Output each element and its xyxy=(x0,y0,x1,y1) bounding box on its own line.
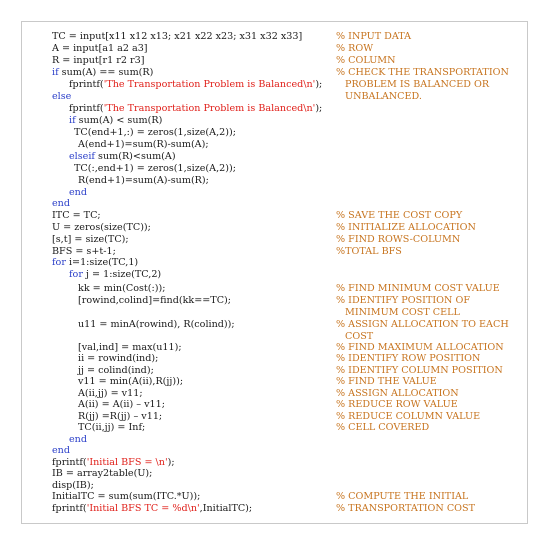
code-text: R = input[r1 r2 r3] xyxy=(52,55,145,66)
code-text: TC(ii,jj) = Inf; xyxy=(78,422,146,433)
code-text: A(ii) = A(ii) – v11; xyxy=(78,399,165,410)
code-comment: % ROW xyxy=(336,43,374,54)
code-line xyxy=(69,116,162,126)
code-text: ITC = TC; xyxy=(52,210,101,221)
code-line xyxy=(78,284,165,294)
code-keyword: for xyxy=(52,257,66,268)
code-text: R(jj) =R(jj) – v11; xyxy=(78,411,163,422)
code-line xyxy=(52,56,144,66)
code-line xyxy=(69,152,176,162)
code-line xyxy=(52,44,148,54)
code-line xyxy=(52,469,152,479)
code-comment: MINIMUM COST CELL xyxy=(345,307,460,318)
code-comment: COST xyxy=(345,331,374,342)
code-text: u11 = minA(rowind), R(colind)); xyxy=(78,319,235,330)
code-string: 'Initial BFS = \n' xyxy=(86,457,168,468)
code-line xyxy=(52,492,200,502)
code-comment: % IDENTIFY COLUMN POSITION xyxy=(336,365,503,376)
code-line xyxy=(78,377,183,387)
code-comment: % TRANSPORTATION COST xyxy=(336,503,476,514)
code-text: TC(:,end+1) = zeros(1,size(A,2)); xyxy=(74,163,236,174)
code-text: v11 = min(A(ii),R(jj)); xyxy=(78,376,184,387)
code-text: ); xyxy=(315,79,323,90)
code-line xyxy=(52,458,175,468)
code-comment: UNBALANCED. xyxy=(345,91,422,102)
code-text: IB = array2table(U); xyxy=(52,468,153,479)
code-keyword: end xyxy=(69,187,87,198)
code-line xyxy=(52,68,153,78)
code-comment: % SAVE THE COST COPY xyxy=(336,210,463,221)
code-comment: % INITIALIZE ALLOCATION xyxy=(336,222,476,233)
code-comment: % REDUCE ROW VALUE xyxy=(336,399,458,410)
code-line xyxy=(78,354,158,364)
code-line xyxy=(52,223,151,233)
code-text: sum(A) < sum(R) xyxy=(75,115,163,126)
code-line xyxy=(78,366,154,376)
code-line xyxy=(78,423,145,433)
code-text: fprintf( xyxy=(69,79,104,90)
code-line xyxy=(52,504,252,514)
code-text: InitialTC = sum(sum(ITC.*U)); xyxy=(52,491,201,502)
code-keyword: end xyxy=(52,445,70,456)
code-text: A = input[a1 a2 a3] xyxy=(52,43,148,54)
code-line xyxy=(78,400,165,410)
code-line xyxy=(78,389,143,399)
code-text: ); xyxy=(315,103,323,114)
code-keyword: if xyxy=(52,67,59,78)
code-line xyxy=(78,320,235,330)
code-text: sum(A) == sum(R) xyxy=(58,67,154,78)
code-line xyxy=(78,176,209,186)
code-text: sum(R)<sum(A) xyxy=(94,151,176,162)
code-comment: % IDENTIFY POSITION OF xyxy=(336,295,470,306)
code-comment: % FIND THE VALUE xyxy=(336,376,437,387)
code-line xyxy=(69,80,322,90)
code-line xyxy=(74,164,236,174)
code-text: i=1:size(TC,1) xyxy=(65,257,139,268)
code-string: 'The Transportation Problem is Balanced\n' xyxy=(103,103,316,114)
code-text: j = 1:size(TC,2) xyxy=(82,269,162,280)
code-line xyxy=(78,296,231,306)
code-line xyxy=(52,247,116,257)
code-text: TC(end+1,:) = zeros(1,size(A,2)); xyxy=(74,127,236,138)
code-line xyxy=(74,128,236,138)
code-line xyxy=(78,412,162,422)
code-text: ,InitialTC); xyxy=(199,503,253,514)
code-text: [rowind,colind]=find(kk==TC); xyxy=(78,295,232,306)
code-keyword: else xyxy=(52,91,72,102)
code-line xyxy=(78,140,209,150)
code-comment: %TOTAL BFS xyxy=(336,246,402,257)
code-keyword: for xyxy=(69,269,83,280)
code-text: jj = colind(ind); xyxy=(78,365,154,376)
code-comment: % REDUCE COLUMN VALUE xyxy=(336,411,481,422)
code-text: BFS = s+t-1; xyxy=(52,246,116,257)
code-comment: % IDENTIFY ROW POSITION xyxy=(336,353,481,364)
code-line xyxy=(52,446,70,456)
code-line xyxy=(69,104,322,114)
code-keyword: end xyxy=(52,198,70,209)
code-line xyxy=(52,32,302,42)
code-text: U = zeros(size(TC)); xyxy=(52,222,151,233)
code-comment: % CELL COVERED xyxy=(336,422,430,433)
code-keyword: elseif xyxy=(69,151,95,162)
code-text: fprintf( xyxy=(52,457,87,468)
code-comment: % FIND MAXIMUM ALLOCATION xyxy=(336,342,504,353)
code-line xyxy=(52,92,71,102)
code-text: disp(IB); xyxy=(52,480,94,491)
code-comment: PROBLEM IS BALANCED OR xyxy=(345,79,490,90)
code-line xyxy=(52,235,129,245)
code-line xyxy=(69,188,87,198)
code-comment: % INPUT DATA xyxy=(336,31,412,42)
code-string: 'Initial BFS TC = %d\n' xyxy=(86,503,200,514)
code-text: [s,t] = size(TC); xyxy=(52,234,129,245)
code-text: TC = input[x11 x12 x13; x21 x22 x23; x31 x32 x33] xyxy=(52,31,303,42)
code-text: kk = min(Cost(:)); xyxy=(78,283,166,294)
code-comment: % FIND ROWS-COLUMN xyxy=(336,234,461,245)
code-comment: % FIND MINIMUM COST VALUE xyxy=(336,283,500,294)
code-keyword: end xyxy=(69,434,87,445)
code-line xyxy=(69,270,161,280)
code-keyword: if xyxy=(69,115,76,126)
code-text: ii = rowind(ind); xyxy=(78,353,159,364)
code-line xyxy=(52,199,70,209)
code-line xyxy=(69,435,87,445)
code-line xyxy=(52,211,101,221)
code-text: R(end+1)=sum(A)-sum(R); xyxy=(78,175,209,186)
code-text: [val,ind] = max(u11); xyxy=(78,342,182,353)
code-comment: % COMPUTE THE INITIAL xyxy=(336,491,469,502)
code-comment: % COLUMN xyxy=(336,55,396,66)
code-line xyxy=(78,343,182,353)
code-string: 'The Transportation Problem is Balanced\n' xyxy=(103,79,316,90)
code-comment: % ASSIGN ALLOCATION xyxy=(336,388,459,399)
code-text: A(end+1)=sum(R)-sum(A); xyxy=(78,139,209,150)
code-text: ); xyxy=(167,457,175,468)
code-line xyxy=(52,258,138,268)
code-text: fprintf( xyxy=(52,503,87,514)
code-comment: % CHECK THE TRANSPORTATION xyxy=(336,67,509,78)
code-text: fprintf( xyxy=(69,103,104,114)
code-text: A(ii,jj) = v11; xyxy=(78,388,143,399)
code-comment: % ASSIGN ALLOCATION TO EACH xyxy=(336,319,509,330)
code-line xyxy=(52,481,94,491)
